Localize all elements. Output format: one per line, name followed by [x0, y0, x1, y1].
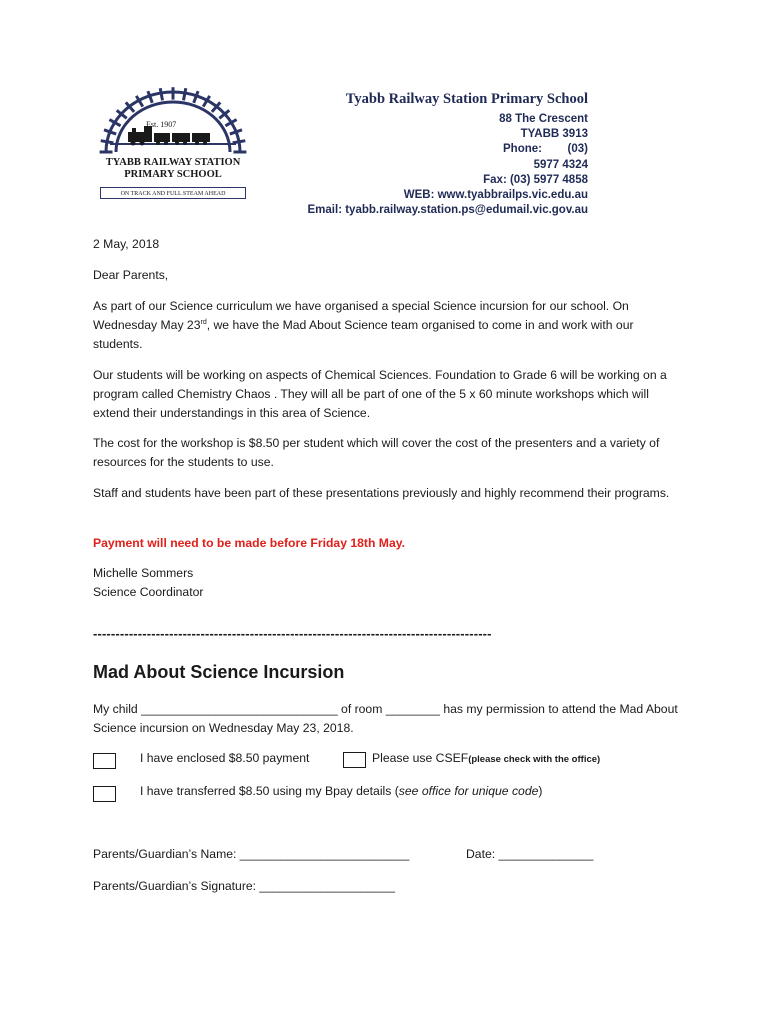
- school-address: 88 The Crescent: [499, 113, 588, 125]
- school-phone-label: Phone: (03): [503, 143, 588, 156]
- school-town: TYABB 3913: [520, 128, 588, 141]
- railway-tie: [230, 130, 242, 134]
- logo-established: Est. 1907: [146, 120, 177, 129]
- csef-label: Please use CSEF(please check with the office): [372, 751, 601, 765]
- permission-statement: My child _____________________________ of room ________ has my permission to attend the Mad About Science incursion on Wednesday May 23, 2018.: [93, 702, 678, 735]
- letter-paragraph-intro: As part of our Science curriculum we have organised a special Science incursion for our school. On Wednesday May 23rd, we have the Mad About Science team organised to come in and work with our students.: [93, 299, 634, 351]
- guardian-name-field[interactable]: Parents/Guardian’s Name: _________________________: [93, 847, 410, 861]
- school-contact-header: [308, 91, 588, 218]
- railway-tie: [184, 88, 186, 100]
- letter-greeting: Dear Parents,: [93, 268, 169, 282]
- enclosed-payment-checkbox[interactable]: [93, 753, 116, 769]
- signoff-name: Michelle Sommers: [93, 566, 194, 580]
- school-name: Tyabb Railway Station Primary School: [345, 91, 588, 107]
- railway-tie: [104, 130, 116, 134]
- school-email-link[interactable]: Email: tyabb.railway.station.ps@edumail.vic.gov.au: [307, 204, 588, 217]
- letter-paragraph-recommend: Staff and students have been part of these presentations previously and highly recommend their programs.: [93, 486, 670, 500]
- railway-tie: [233, 141, 246, 143]
- school-website-link[interactable]: WEB: www.tyabbrailps.vic.edu.au: [403, 189, 588, 202]
- payment-deadline-note: Payment will need to be made before Friday 18th May.: [93, 536, 405, 550]
- date-field[interactable]: Date: ______________: [466, 847, 594, 861]
- railway-tie: [194, 91, 198, 103]
- railway-tie: [160, 88, 162, 100]
- railway-tie: [101, 141, 114, 143]
- enclosed-payment-label: I have enclosed $8.50 payment: [140, 751, 310, 765]
- bpay-transfer-label: I have transferred $8.50 using my Bpay details (see office for unique code): [140, 784, 543, 798]
- school-fax: Fax: (03) 5977 4858: [483, 173, 588, 186]
- tear-off-divider: -----------------------------------------------------------------------------------------: [93, 626, 492, 641]
- school-logo: [92, 86, 254, 204]
- bpay-transfer-checkbox[interactable]: [93, 786, 116, 802]
- logo-school-name: TYABB RAILWAY STATION PRIMARY SCHOOL: [105, 157, 241, 180]
- form-title: Mad About Science Incursion: [93, 662, 345, 682]
- csef-checkbox[interactable]: [343, 752, 366, 768]
- logo-motto: ON TRACK AND FULL STEAM AHEAD: [100, 187, 246, 199]
- letter-date: 2 May, 2018: [93, 237, 160, 251]
- letter-paragraph-program: Our students will be working on aspects of Chemical Sciences. Foundation to Grade 6 will be working on a program called Chemistry Chaos . They will all be part of one of the 5 x 60 minute workshops which will extend their understandings in this area of Science.: [93, 368, 667, 420]
- school-phone-number: 5977 4324: [533, 158, 588, 171]
- guardian-signature-field[interactable]: Parents/Guardian’s Signature: ____________________: [93, 879, 395, 893]
- letter-paragraph-cost: The cost for the workshop is $8.50 per student which will cover the cost of the presenters and a variety of resources for the students to use.: [93, 436, 660, 469]
- signoff-title: Science Coordinator: [93, 585, 204, 599]
- railway-tie: [148, 91, 152, 103]
